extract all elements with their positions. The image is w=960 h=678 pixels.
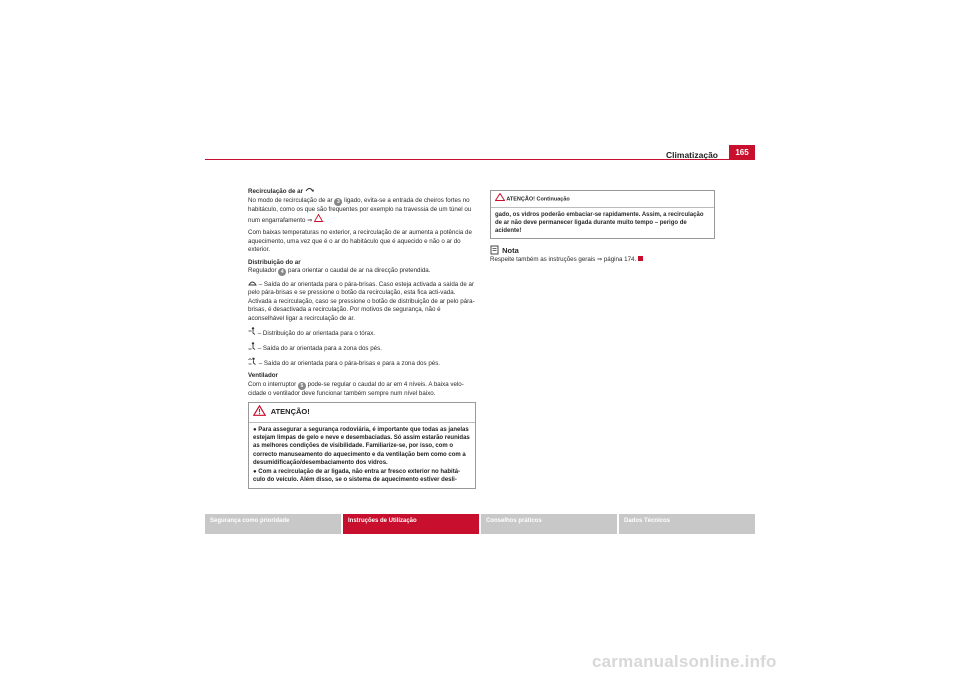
left-column xyxy=(248,187,476,489)
recirculation-paragraph-2: Com baixas temperaturas no exterior, a recirculação de ar aumenta a potência de aquecimento, uma vez que é o ar do habitáculo que é aquecido e não o ar do exterior. xyxy=(248,229,472,254)
air-feet-icon xyxy=(248,342,256,354)
windscreen-icon xyxy=(248,280,257,290)
distribution-chest: – Distribuição do ar orientada para o tórax. xyxy=(248,327,476,339)
warning-box xyxy=(248,402,476,489)
distribution-windscreen-feet: – Saída do ar orientada para o pára-brisas e para a zona dos pés. xyxy=(248,357,476,369)
page-number: 165 xyxy=(729,145,755,160)
recirculation-paragraph-1: No modo de recirculação de ar 3 ligado, evita-se a entrada de cheiros fortes no habitáculo, como os que são frequentes por exemplo na travessia de um túnel ou num engarrafamento ⇒ . xyxy=(248,196,472,225)
right-column xyxy=(490,190,715,265)
warning-bullet: ● Para assegurar a segurança rodoviária, é importante que todas as janelas estejam limpas de gelo e neve e desembaciadas. Só assim estarão reunidas as melhores condições de visibilidade. Familiarize-se, por isso, com o correcto manuseamento do aquecimento e da ventilação bem como com a desumidificação/desembaciamento dos vidros. xyxy=(253,426,470,466)
watermark: carmanualsonline.info xyxy=(592,652,777,671)
warning-continuation-title: ATENÇÃO! Continuação xyxy=(506,196,570,203)
footer-tab-safety[interactable]: Segurança como prioridade xyxy=(205,514,341,534)
air-chest-icon xyxy=(248,327,256,339)
air-windscreen-feet-icon xyxy=(248,357,257,369)
warning-header xyxy=(249,403,475,422)
recirculation-icon xyxy=(305,187,314,197)
warning-bullet: ● Com a recirculação de ar ligada, não entra ar fresco exterior no habitá-culo do veículo. Além disso, se o sistema de aquecimento estiver desli- xyxy=(253,469,461,484)
note-body: Respeite também as instruções gerais ⇒ página 174. xyxy=(490,256,715,265)
recirculation-heading: Recirculação de ar xyxy=(248,187,476,197)
note-heading xyxy=(490,245,715,256)
distribution-feet: – Saída do ar orientada para a zona dos pés. xyxy=(248,342,476,354)
control-ref-3: 3 xyxy=(334,198,342,206)
fan-paragraph: Com o interruptor 5 pode-se regular o caudal do ar em 4 níveis. A baixa velo-cidade o ventilador deve funcionar também sempre num nível baixo. xyxy=(248,381,464,397)
page-title: Climatização xyxy=(666,150,718,160)
warning-title: ATENÇÃO! xyxy=(270,407,310,417)
note-title: Nota xyxy=(502,246,519,256)
section-end-mark xyxy=(638,256,643,261)
control-ref-4: 4 xyxy=(278,268,286,276)
fan-heading: Ventilador xyxy=(248,372,278,380)
distribution-paragraph-1: Regulador 4 para orientar o caudal de ar na direcção pretendida. xyxy=(248,267,431,276)
distribution-windscreen: – Saída do ar orientada para o pára-brisas. Caso esteja activada a saída de ar pelo pára-brisas e se pressione o botão da recirculação, esta fica acti-vada. Activada a recirculação, caso se pressione o botão de distribuição de ar pelo pára-brisas, é desactivada a recirculação. Por motivos de segurança, não é aconselhável ligar a recirculação de ar. xyxy=(248,280,475,323)
warning-body xyxy=(249,422,475,485)
footer-tab-practical-tips[interactable]: Conselhos práticos xyxy=(481,514,617,534)
note-icon xyxy=(490,245,500,255)
distribution-heading: Distribuição do ar xyxy=(248,258,301,266)
warning-continuation-header xyxy=(491,191,714,208)
footer-tab-technical-data[interactable]: Dados Técnicos xyxy=(619,514,755,534)
warning-triangle-icon xyxy=(314,214,323,226)
warning-triangle-icon xyxy=(253,405,266,420)
warning-continuation-body: gado, os vidros poderão embaciar-se rapidamente. Assim, a recirculação de ar não deve permanecer ligada durante muito tempo – perigo de acidente! xyxy=(495,211,704,235)
footer-tab-instructions[interactable]: Instruções de Utilização xyxy=(343,514,479,534)
control-ref-5: 5 xyxy=(298,382,306,390)
warning-continuation-box xyxy=(490,190,715,239)
warning-triangle-icon xyxy=(495,193,505,205)
